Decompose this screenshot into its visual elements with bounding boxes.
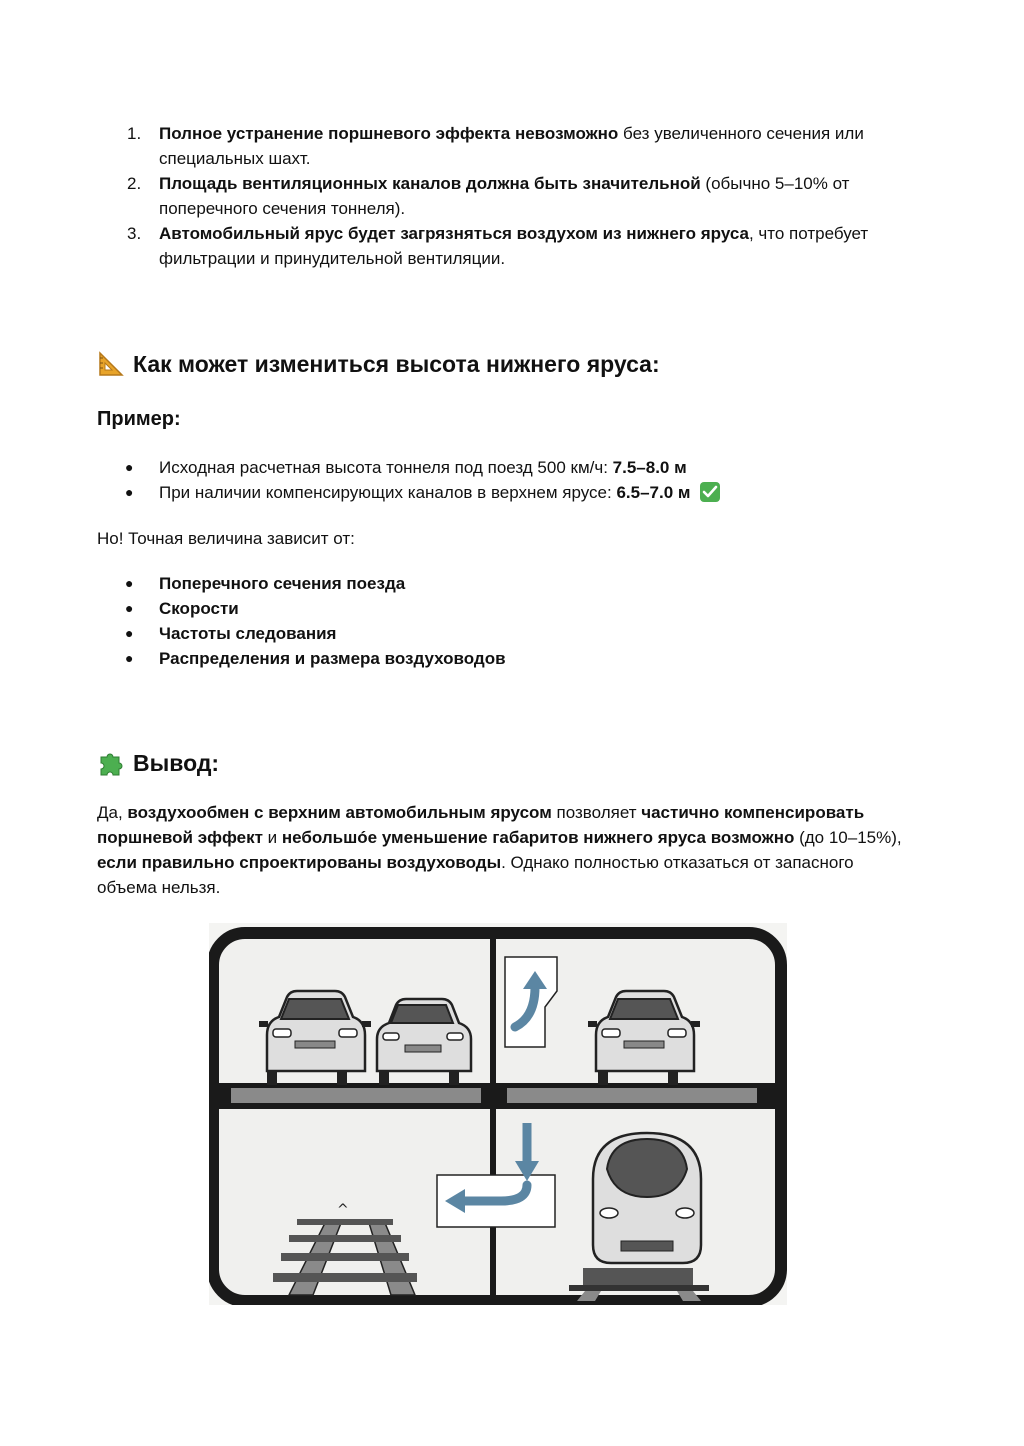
example-list [97, 455, 897, 505]
example-heading: Пример: [97, 408, 181, 430]
list-item: ● Скорости [125, 599, 239, 618]
list-item: ● Распределения и размера воздуховодов [125, 649, 506, 668]
list-item: 2. Площадь вентиляционных каналов должна быть значительной (обычно 5–10% от поперечного сечения тоннеля). [127, 174, 850, 218]
list-item: 3. Автомобильный ярус будет загрязняться воздухом из нижнего яруса, что потребует фильтрации и принудительной вентиляции. [127, 224, 869, 268]
triangular-ruler-icon [97, 350, 125, 378]
numbered-list [97, 121, 897, 271]
list-item: ● Частоты следования [125, 624, 337, 643]
list-item: ● При наличии компенсирующих каналов в верхнем ярусе: 6.5–7.0 м [97, 480, 897, 505]
section-heading-height: Как может измениться высота нижнего яруса: [97, 350, 660, 378]
two-tier-tunnel-illustration [209, 923, 787, 1305]
list-item: ● Исходная расчетная высота тоннеля под поезд 500 км/ч: 7.5–8.0 м [125, 458, 687, 477]
conclusion-paragraph: Да, воздухообмен с верхним автомобильным ярусом позволяет частично компенсировать поршневой эффект и небольшóе уменьшение габаритов нижнего яруса возможно (до 10–15%), если правильно спроектированы воздуховоды. Однако полностью отказаться от запасного объема нельзя. [97, 803, 902, 897]
list-item: ● Поперечного сечения поезда [125, 574, 406, 593]
puzzle-piece-icon [97, 749, 125, 777]
depends-text: Но! Точная величина зависит от: [97, 529, 355, 548]
section-heading-conclusion: Вывод: [97, 749, 219, 777]
check-mark-icon [699, 481, 721, 503]
svg-text:^: ^ [337, 1202, 349, 1218]
list-item: 1. Полное устранение поршневого эффекта невозможно без увеличенного сечения или специальных шахт. [127, 124, 864, 168]
factors-list [97, 571, 897, 671]
